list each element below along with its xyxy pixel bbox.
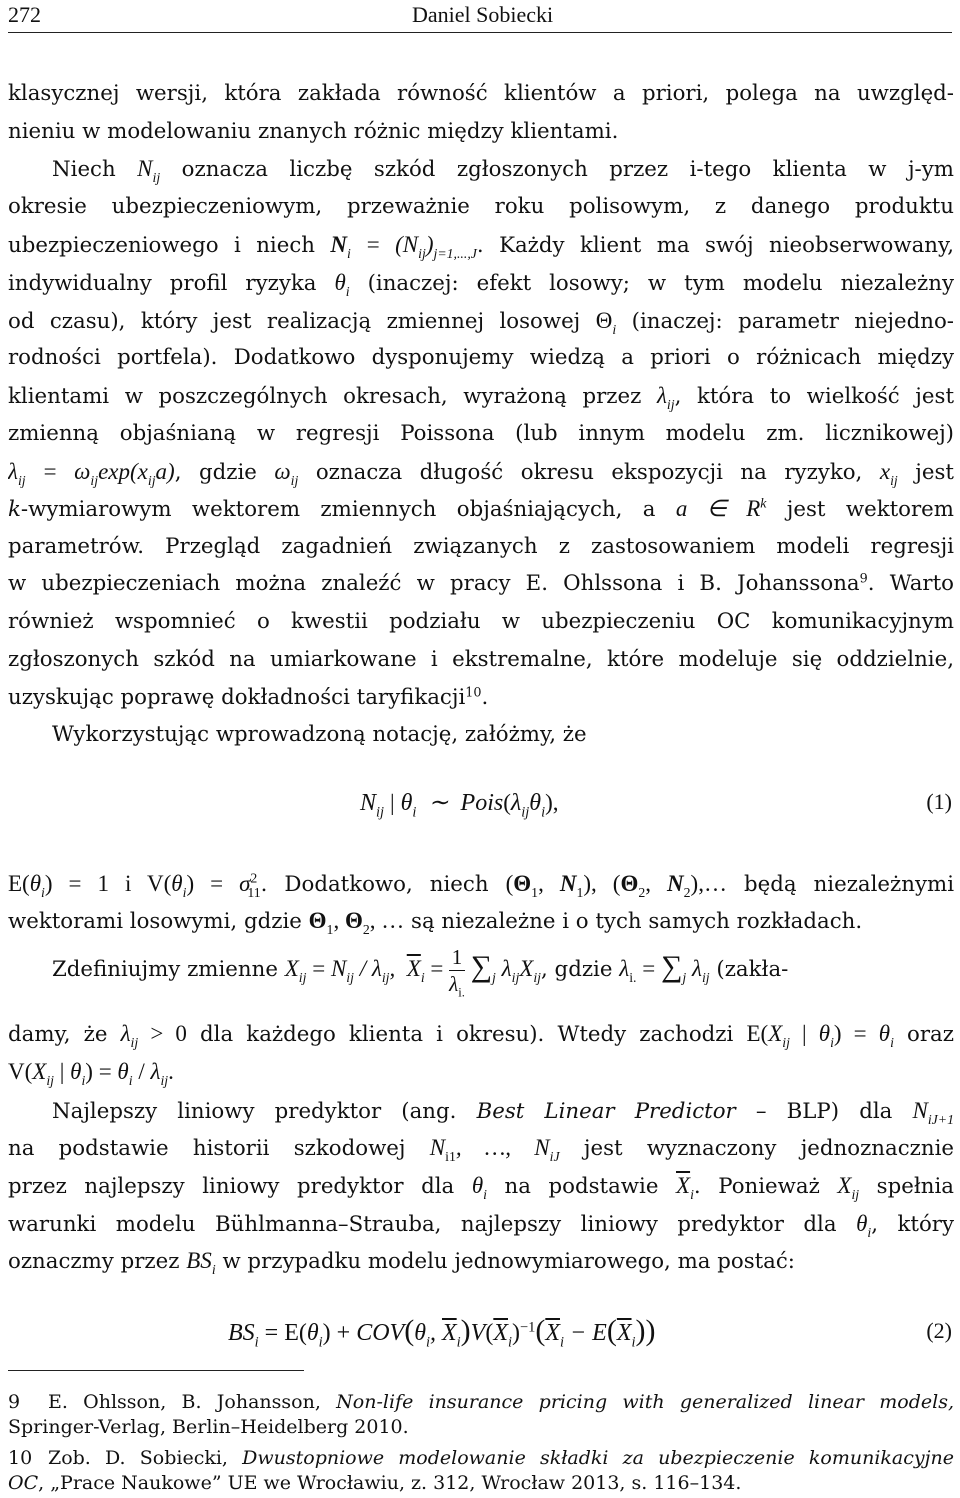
text-span: przez najlepszy liniowy predyktor dla bbox=[8, 1174, 455, 1199]
running-title: Daniel Sobiecki bbox=[412, 2, 554, 27]
header-rule bbox=[8, 32, 952, 33]
math-N-history: $N_{i1}$, …, $N_{iJ}$ bbox=[429, 1135, 560, 1164]
text-span: dla każdego klienta i okresu). Wtedy zachodzi bbox=[200, 1022, 734, 1047]
math-Theta-list: $\Theta_1$, $\Theta_2$, … bbox=[308, 908, 405, 937]
math-X-def: $X_{ij} = N_{ij} / \lambda_{ij}$, $\overline{X}_i$ = $\frac{1}{\lambda_{i.}}$ $\sum_j$ $\lambda_{ij}X_{ij}$ bbox=[284, 945, 542, 1000]
math-lambda-sum: $\lambda_{i.} = \sum_j$ $\lambda_{ij}$ bbox=[619, 949, 710, 985]
math-N-iJ1: $N_{iJ+1}$ bbox=[912, 1098, 954, 1127]
text-span: na podstawie bbox=[504, 1174, 659, 1199]
text-span: . Warto bbox=[867, 571, 954, 596]
text-line bbox=[8, 569, 954, 599]
text-line bbox=[8, 268, 954, 299]
text-line bbox=[8, 1057, 954, 1088]
math-BS-i: $BS_i$ bbox=[186, 1248, 216, 1277]
text-span: , „Prace Naukowe” UE we Wrocławiu, z. 312, Wrocław 2013, s. 116–134. bbox=[38, 1472, 742, 1494]
text-line bbox=[8, 381, 954, 412]
text-span: jest bbox=[915, 460, 954, 485]
math-theta-i: $\theta_i$ bbox=[471, 1173, 487, 1202]
text-span: warunki modelu Bühlmanna–Strauba, najlepszy liniowy predyktor dla bbox=[8, 1212, 837, 1237]
footnote-10 bbox=[8, 1446, 954, 1471]
text-span: . Ponieważ bbox=[693, 1174, 820, 1199]
math-X-ij: $X_{ij}$ bbox=[837, 1173, 860, 1202]
text-span: są niezależne i o tych samych rozkładach. bbox=[411, 909, 863, 934]
math-Theta-i: $\Theta_i$ bbox=[595, 308, 617, 337]
text-line bbox=[52, 944, 954, 1010]
text-span: uzyskując poprawę dokładności taryfikacji bbox=[8, 685, 466, 710]
text-line bbox=[8, 683, 954, 713]
footnote-10-cont bbox=[8, 1471, 954, 1496]
text-span: , gdzie bbox=[541, 956, 613, 982]
text-span: będą niezależnymi bbox=[743, 872, 954, 897]
text-span: spełnia bbox=[876, 1174, 954, 1199]
footnote-ref: 10 bbox=[465, 685, 482, 701]
text-line bbox=[8, 1171, 954, 1202]
text-line bbox=[8, 230, 954, 261]
text-span: , która to wielkość jest bbox=[674, 384, 954, 409]
text-span: od czasu), który jest realizacją zmiennej losowej bbox=[8, 309, 581, 334]
text-span: (inaczej: parametr niejedno- bbox=[631, 309, 954, 334]
page-number: 272 bbox=[8, 2, 41, 27]
math-lambda-formula: $\lambda_{ij} = \omega_{ij}\exp(x_{ij}a)$ bbox=[8, 459, 175, 488]
text-span: . Dodatkowo, niech bbox=[260, 872, 489, 897]
text-line: rodności portfela). Dodatkowo dysponujemy wiedzą a priori o różnicach między bbox=[8, 345, 954, 370]
text-span: klientami w poszczególnych okresach, wyrażoną przez bbox=[8, 384, 642, 409]
footnote-rule bbox=[8, 1370, 304, 1371]
equation-1: $N_{ij}$ | $\theta_i$ ∼ $Pois(\lambda_{ij}\theta_i)$, bbox=[360, 790, 559, 821]
text-span: Niech bbox=[52, 157, 116, 182]
math-theta-i: $\theta_i$ bbox=[856, 1211, 872, 1240]
text-span: ubezpieczeniowego i niech bbox=[8, 233, 315, 258]
text-line bbox=[8, 306, 954, 337]
text-line bbox=[8, 869, 954, 900]
text-span-italic: OC bbox=[8, 1472, 39, 1494]
text-span: Zob. D. Sobiecki, bbox=[48, 1447, 228, 1469]
text-span: . bbox=[481, 685, 489, 710]
footnote-number: 10 bbox=[8, 1447, 33, 1469]
text-span: oznaczmy przez bbox=[8, 1249, 180, 1274]
text-line: zmienną objaśnianą w regresji Poissona (lub innym modelu zm. licznikowej) bbox=[8, 421, 954, 446]
text-line: klasycznej wersji, która zakłada równość klientów a priori, polega na uwzględ- bbox=[8, 81, 954, 106]
text-span: Zdefiniujmy zmienne bbox=[52, 956, 278, 982]
footnote-9-cont: Springer-Verlag, Berlin–Heidelberg 2010. bbox=[8, 1416, 409, 1438]
equation-number-2: (2) bbox=[926, 1318, 952, 1343]
text-span: wektorami losowymi, gdzie bbox=[8, 909, 302, 934]
math-variance: $V(X_{ij}$ | $\theta_i) = \theta_i / \lambda_{ij}$. bbox=[8, 1059, 174, 1088]
text-span: oraz bbox=[907, 1022, 954, 1047]
math-N-i-def: $N_i = (N_{ij})_{j=1,...,J}$ bbox=[330, 232, 477, 261]
text-line bbox=[8, 1019, 954, 1050]
math-a-in-R: a ∈ $R^k$ bbox=[675, 495, 767, 521]
equation-number-1: (1) bbox=[926, 789, 952, 814]
text-line: również wspomnieć o kwestii podziału w ubezpieczeniu OC komunikacyjnym bbox=[8, 609, 954, 634]
text-line: zgłoszonych szkód na umiarkowane i ekstremalne, które modeluje się oddzielnie, bbox=[8, 647, 954, 672]
math-theta-i: $\theta_i$ bbox=[334, 270, 350, 299]
footnote-number: 9 bbox=[8, 1391, 21, 1413]
text-span: jest wektorem bbox=[786, 497, 954, 522]
text-span: -wymiarowym wektorem zmiennych objaśniających, a bbox=[20, 497, 656, 522]
footnote-ref: 9 bbox=[859, 571, 868, 587]
text-line: okresie ubezpieczeniowym, przeważnie roku polisowym, z danego produktu bbox=[8, 194, 954, 219]
math-x-ij: $x_{ij}$ bbox=[879, 459, 898, 488]
text-line bbox=[8, 1246, 954, 1277]
text-span: jest wyznaczony jednoznacznie bbox=[583, 1136, 954, 1161]
equation-2: $BS_i = E(\theta_i) + COV(\theta_i$, $\overline{X}_i)V(\overline{X}_i)^{-1}(\overline{X}_i - E(\overline{X}_i))$ bbox=[228, 1314, 656, 1351]
text-span: (inaczej: efekt losowy; w tym modelu niezależny bbox=[367, 271, 954, 296]
text-span: – BLP) dla bbox=[755, 1099, 893, 1124]
text-span: oznacza liczbę szkód zgłoszonych przez i-tego klienta w j-ym bbox=[181, 157, 954, 182]
text-span: . Każdy klient ma swój nieobserwowany, bbox=[476, 233, 954, 258]
math-N-ij: $N_{ij}$ bbox=[137, 156, 161, 185]
text-span-italic: Non-life insurance pricing with generalized linear models, bbox=[336, 1391, 955, 1413]
text-span: na podstawie historii szkodowej bbox=[8, 1136, 406, 1161]
text-line bbox=[8, 494, 954, 525]
text-span: , który bbox=[871, 1212, 954, 1237]
running-header bbox=[0, 0, 960, 34]
text-line bbox=[52, 154, 954, 185]
text-line bbox=[8, 1209, 954, 1240]
text-span: (zakła- bbox=[716, 956, 789, 982]
footnote-9 bbox=[8, 1390, 954, 1415]
math-X-bar-i: $\overline{X}_i$ bbox=[676, 1173, 694, 1202]
text-span-italic: Best Linear Predictor bbox=[476, 1099, 736, 1124]
math-lambda-ij: $\lambda_{ij}$ bbox=[656, 383, 675, 412]
math-expectation: $E(X_{ij}$ | $\theta_i) = \theta_i$ bbox=[746, 1021, 894, 1050]
text-span: E. Ohlsson, B. Johansson, bbox=[48, 1391, 321, 1413]
text-span: oznacza długość okresu ekspozycji na ryzyko, bbox=[315, 460, 863, 485]
text-span-italic: Dwustopniowe modelowanie składki za ubezpieczenie komunikacyjne bbox=[242, 1447, 954, 1469]
math-E-V-theta: $E(\theta_i) = 1$ i $V(\theta_i) = \sigma^2_{11}$ bbox=[8, 870, 261, 900]
text-line bbox=[8, 457, 954, 488]
math-omega-ij: $\omega_{ij}$ bbox=[274, 459, 299, 488]
math-lambda-positive: $\lambda_{ij} > 0$ bbox=[120, 1021, 187, 1050]
math-k: k bbox=[8, 497, 21, 522]
text-line: Wykorzystując wprowadzoną notację, załóżmy, że bbox=[52, 722, 587, 747]
text-span: Najlepszy liniowy predyktor (ang. bbox=[52, 1099, 457, 1124]
text-line: parametrów. Przegląd zagadnień związanych z zastosowaniem modeli regresji bbox=[8, 534, 954, 559]
text-line bbox=[8, 906, 954, 937]
text-span: , gdzie bbox=[174, 460, 257, 485]
text-span: w ubezpieczeniach można znaleźć w pracy E. Ohlssona i B. Johanssona bbox=[8, 571, 860, 596]
text-line bbox=[52, 1096, 954, 1127]
text-line: nieniu w modelowaniu znanych różnic między klientami. bbox=[8, 119, 619, 144]
text-span: indywidualny profil ryzyka bbox=[8, 271, 317, 296]
text-span: w przypadku modelu jednowymiarowego, ma postać: bbox=[222, 1249, 795, 1274]
text-span: damy, że bbox=[8, 1022, 108, 1047]
text-line bbox=[8, 1133, 954, 1164]
math-pairs: ($\Theta_1$, $N_1$), ($\Theta_2$, $N_2),\dots$ bbox=[505, 871, 727, 900]
